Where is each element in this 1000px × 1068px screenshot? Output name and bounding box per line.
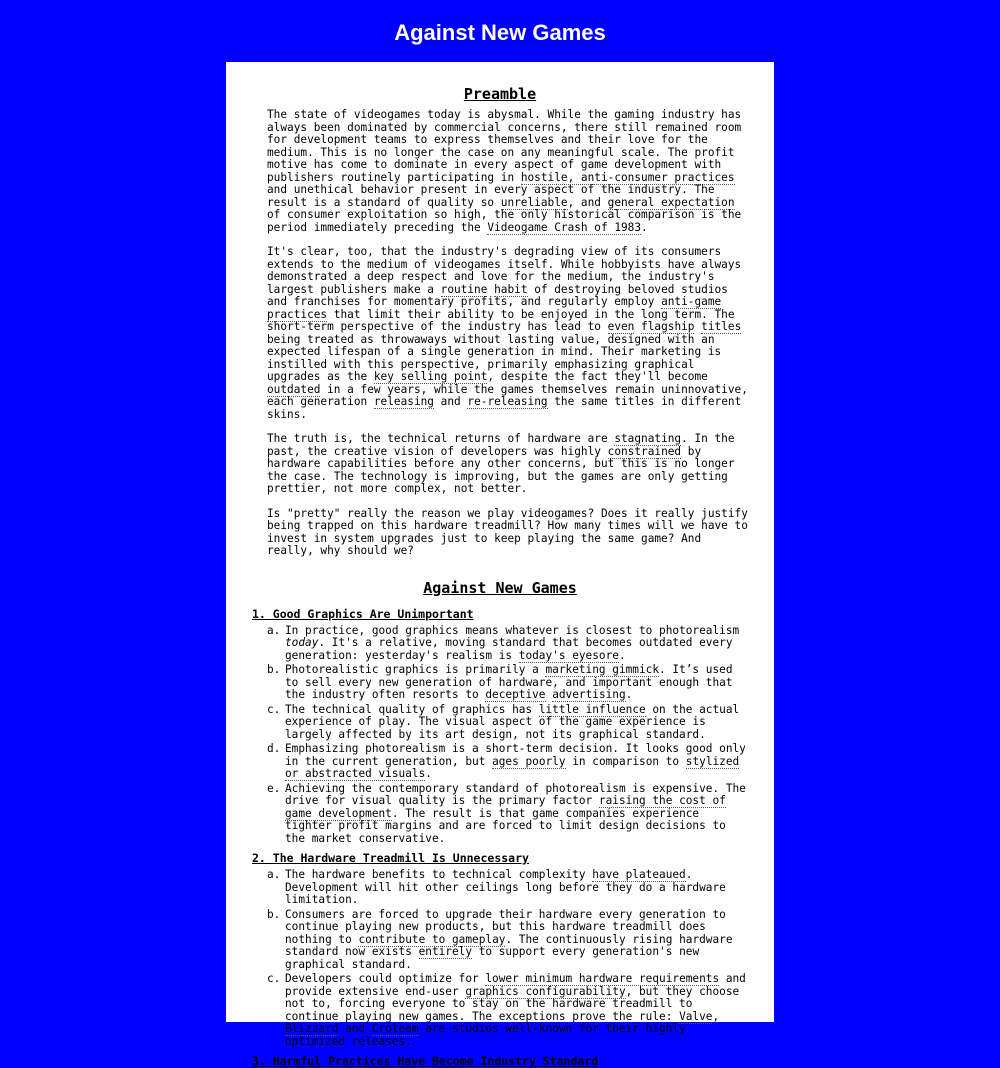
- list-marker: b.: [267, 664, 280, 677]
- inline-link[interactable]: marketing gimmick: [545, 663, 659, 677]
- text-run: to support every generation's new graphical standard.: [285, 945, 699, 971]
- text-run: are studios well-known for their highly optimized releases.: [285, 1022, 686, 1048]
- text-run: .: [425, 767, 432, 780]
- text-run: Developers could optimize for: [285, 972, 485, 985]
- inline-link[interactable]: contribute to gameplay: [358, 933, 505, 947]
- list-item: [285, 743, 748, 781]
- inline-link[interactable]: hostile, anti-consumer practices: [521, 171, 735, 185]
- text-run: The state of videogames today is abysmal. While the gaming industry has always been dominated by commercial concerns, there still remained room for development teams to express themselves and their love for the medium. This is no longer the case on any meaningful scale. The profit motive has come to dominate in every aspect of game development with publishers routinely participating in: [267, 108, 741, 184]
- text-run: . It's a relative, moving standard that becomes outdated every generation: yesterday's realism is: [285, 636, 733, 662]
- inline-link[interactable]: raising the cost of game development: [285, 794, 726, 821]
- point-list: [252, 869, 748, 1048]
- preamble-paragraph: [252, 433, 748, 496]
- text-run: ,: [712, 1010, 719, 1023]
- inline-link[interactable]: habit: [494, 283, 527, 297]
- inline-link[interactable]: constrained: [608, 445, 681, 459]
- text-run: .: [619, 649, 626, 662]
- text-run: The truth is, the technical returns of hardware are: [267, 432, 614, 445]
- inline-link[interactable]: titles: [701, 320, 741, 334]
- text-run: of destroying beloved studios and franchises for momentary profits, and regularly employ: [267, 283, 728, 309]
- text-run: , despite the fact they'll become: [487, 370, 707, 383]
- manifesto-section: [252, 578, 748, 1068]
- text-run: being treated as throwaways without lasting value, designed with an expected lifespan of a single generation in mind. Their marketing is instilled with this perspective, primarily emphasizing graphical upgrades as the: [267, 333, 721, 384]
- text-run: and: [338, 1022, 371, 1035]
- list-item: [285, 783, 748, 846]
- text-run: and: [434, 395, 467, 408]
- list-marker: a.: [267, 869, 280, 882]
- inline-link[interactable]: have plateaued: [592, 868, 686, 882]
- text-run: The hardware benefits to technical complexity: [285, 868, 592, 881]
- text-run: on the actual experience of play. The visual aspect of the game experience is largely affected by its art design, not its graphical standard.: [285, 703, 739, 741]
- list-marker: e.: [267, 783, 280, 796]
- list-marker: d.: [267, 743, 280, 756]
- inline-link[interactable]: stagnating: [614, 432, 681, 446]
- preamble-section: [252, 84, 748, 558]
- list-marker: c.: [267, 704, 280, 717]
- list-item: [285, 704, 748, 742]
- point-heading: 2. The Hardware Treadmill Is Unnecessary: [252, 851, 748, 865]
- text-run: Achieving the contemporary standard of photorealism is expensive. The drive for visual quality is the primary factor: [285, 782, 746, 808]
- text-run: . The result is that game companies experience tighter profit margins and are forced to limit design decisions to the market conservative.: [285, 807, 726, 845]
- text-run: Emphasizing photorealism is a short-term decision. It looks good only in the current generation, but: [285, 742, 746, 768]
- list-marker: b.: [267, 909, 280, 922]
- point-heading: 1. Good Graphics Are Unimportant: [252, 607, 748, 621]
- inline-link[interactable]: deceptive: [485, 688, 545, 702]
- text-run: The technical quality of graphics has: [285, 703, 539, 716]
- inline-link[interactable]: stylized or abstracted visuals: [285, 755, 739, 782]
- inline-link[interactable]: graphics configurability: [465, 985, 625, 999]
- text-run: .: [626, 688, 633, 701]
- inline-link[interactable]: Videogame Crash of 1983: [487, 221, 641, 235]
- text-run: . Development will hit other ceilings long before they do a hardware limitation.: [285, 868, 726, 906]
- preamble-paragraph: [252, 246, 748, 421]
- text-run: that limit their ability to be enjoyed in the long term. The short-term perspective of the industry has lead to: [267, 308, 735, 334]
- text-run: in a few years, while the games themselves remain uninnovative, each generation: [267, 383, 748, 409]
- text-run: by hardware capabilities before any other concerns, but this is no longer the case. The technology is improving, but the games are only getting prettier, not more complex, not better.: [267, 445, 735, 496]
- inline-link[interactable]: entirely: [419, 945, 472, 959]
- inline-link[interactable]: Croteam: [372, 1022, 419, 1036]
- point-heading: 3. Harmful Practices Have Become Industry Standard: [252, 1054, 748, 1068]
- list-marker: a.: [267, 625, 280, 638]
- list-item: [285, 869, 748, 907]
- text-run: of consumer exploitation so high, the only historical comparison is the period immediately preceding the: [267, 208, 741, 234]
- preamble-paragraph: [252, 109, 748, 234]
- inline-link[interactable]: advertising: [552, 688, 625, 702]
- inline-link[interactable]: key selling point: [374, 370, 488, 384]
- inline-link[interactable]: general expectation: [608, 196, 735, 210]
- list-item: [285, 664, 748, 702]
- inline-link[interactable]: Blizzard: [285, 1022, 338, 1036]
- inline-link[interactable]: routine: [441, 283, 488, 297]
- preamble-body: [252, 109, 748, 558]
- emphasis-text: today: [285, 636, 318, 649]
- inline-link[interactable]: re-releasing: [467, 395, 547, 409]
- text-run: , but they choose not to, forcing everyone to stay on the hardware treadmill to continue playing new games. The exceptions prove the rule:: [285, 985, 739, 1023]
- text-run: .: [641, 221, 648, 234]
- text-run: , and: [568, 196, 608, 209]
- inline-link[interactable]: anti-game practices: [267, 295, 721, 322]
- inline-link[interactable]: unreliable: [501, 196, 568, 210]
- inline-link[interactable]: releasing: [374, 395, 434, 409]
- text-run: Consumers are forced to upgrade their hardware every generation to continue playing new products, but this hardware treadmill does nothing to: [285, 908, 726, 946]
- inline-link[interactable]: today's eyesore: [519, 649, 619, 663]
- content-page: [226, 62, 774, 1022]
- inline-link[interactable]: Valve: [679, 1010, 712, 1024]
- manifesto-heading: Against New Games: [252, 578, 748, 598]
- inline-link[interactable]: even: [608, 320, 635, 334]
- point-list: [252, 625, 748, 846]
- text-run: It's clear, too, that the industry's degrading view of its consumers extends to the medium of videogames itself. While hobbyists have always demonstrated a deep respect and love for the medium, the industry's largest publishers make a: [267, 245, 741, 296]
- text-run: and unethical behavior present in every aspect of the industry. The result is a standard of quality so: [267, 183, 715, 209]
- preamble-paragraph: [252, 508, 748, 558]
- text-run: in comparison to: [566, 755, 686, 768]
- inline-link[interactable]: ages poorly: [492, 755, 565, 769]
- site-title: Against New Games: [0, 0, 1000, 62]
- text-run: the same titles in different skins.: [267, 395, 741, 421]
- list-marker: c.: [267, 973, 280, 986]
- preamble-heading: Preamble: [252, 84, 748, 104]
- text-run: Photorealistic graphics is primarily a: [285, 663, 545, 676]
- inline-link[interactable]: lower minimum hardware requirements: [485, 972, 719, 986]
- list-item: [285, 625, 748, 663]
- inline-link[interactable]: outdated: [267, 383, 320, 397]
- text-run: . In the past, the creative vision of developers was highly: [267, 432, 735, 458]
- text-run: In practice, good graphics means whatever is closest to photorealism: [285, 624, 739, 637]
- inline-link[interactable]: flagship: [641, 320, 694, 334]
- text-run: Is "pretty" really the reason we play videogames? Does it really justify being trapped on this hardware treadmill? How many times will we have to invest in system upgrades just to keep playing the same game? And really, why should we?: [267, 507, 748, 558]
- list-item: [285, 909, 748, 972]
- inline-link[interactable]: little influence: [539, 703, 646, 717]
- manifesto-points: [252, 607, 748, 1068]
- text-run: and provide extensive end-user: [285, 972, 746, 998]
- text-run: . It’s used to sell every new generation of hardware, and important enough that the industry often resorts to: [285, 663, 733, 701]
- text-run: . The continuously rising hardware standard now exists: [285, 933, 733, 959]
- list-item: [285, 973, 748, 1048]
